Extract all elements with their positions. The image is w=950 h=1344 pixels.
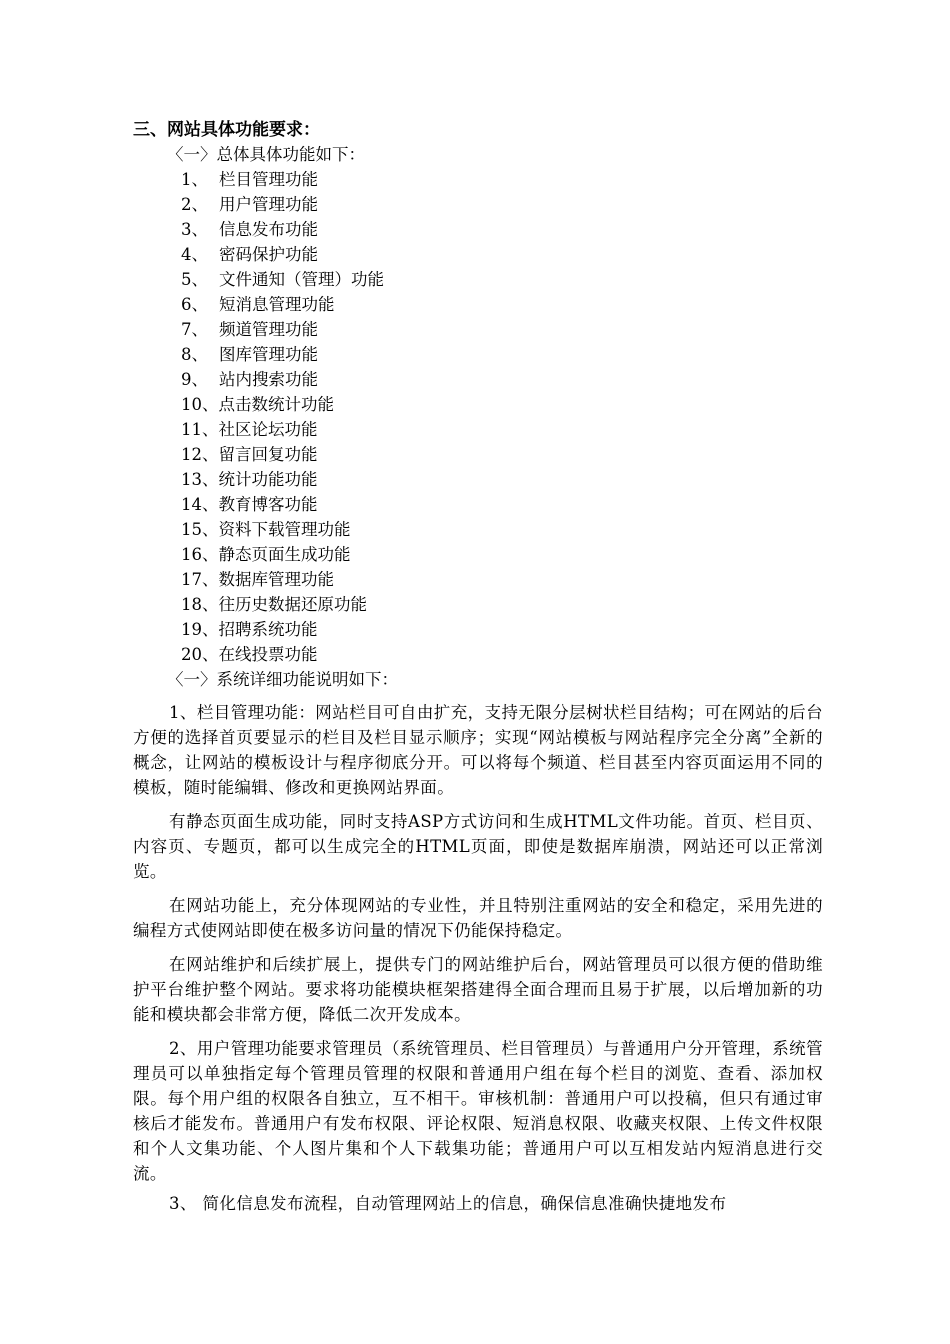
details-heading: 〈一〉系统详细功能说明如下： [167,670,398,689]
list-item-number: 16、 [181,545,219,564]
overview-list-item [133,267,823,292]
overview-list-item [133,442,823,467]
list-item-label: 文件通知（管理）功能 [219,270,384,289]
list-item-label: 密码保护功能 [219,245,318,264]
detail-paragraph-6: 3、 简化信息发布流程，自动管理网站上的信息，确保信息准确快捷地发布 [169,1194,727,1213]
list-item-number: 14、 [181,495,219,514]
list-item-number: 8、 [181,345,208,364]
list-item-label: 信息发布功能 [219,220,318,239]
list-item-label: 社区论坛功能 [218,420,318,439]
overview-list-item [133,517,823,542]
overview-list-item [133,242,823,267]
list-item-number: 10、 [181,395,219,414]
list-item-label: 留言回复功能 [218,445,318,464]
overview-list-item [133,217,823,242]
list-item-number: 19、 [181,620,219,639]
list-item-label: 栏目管理功能 [219,170,318,189]
document-content [133,118,823,1216]
section-title: 三、网站具体功能要求： [133,120,320,140]
list-item-number: 5、 [181,270,208,289]
overview-list-item [133,642,823,667]
list-item-number: 13、 [181,470,219,489]
overview-list-item [133,567,823,592]
overview-list-item [133,417,823,442]
list-item-label: 用户管理功能 [219,195,318,214]
detail-paragraph-4: 在网站维护和后续扩展上，提供专门的网站维护后台，网站管理员可以很方便的借助维护平台维护整个网站。要求将功能模块框架搭建得全面合理而且易于扩展，以后增加新的功能和模块都会非常方便，降低二次开发成本。 [133,955,823,1024]
list-item-label: 图库管理功能 [219,345,318,364]
list-item-label: 站内搜索功能 [219,370,318,389]
detail-paragraph-3: 在网站功能上，充分体现网站的专业性，并且特别注重网站的安全和稳定，采用先进的编程方式使网站即使在极多访问量的情况下仍能保持稳定。 [133,896,823,940]
overview-list-item [133,492,823,517]
overview-list-item [133,317,823,342]
list-item-label: 点击数统计功能 [218,395,334,414]
list-item-number: 2、 [181,195,208,214]
overview-list-item [133,392,823,417]
overview-list-item [133,292,823,317]
list-item-number: 20、 [181,645,219,664]
list-item-label: 短消息管理功能 [219,295,335,314]
list-item-number: 6、 [181,295,208,314]
overview-list-item [133,167,823,192]
list-item-number: 4、 [181,245,208,264]
overview-list [133,167,823,667]
list-item-number: 9、 [181,370,208,389]
overview-list-item [133,467,823,492]
list-item-label: 频道管理功能 [219,320,318,339]
list-item-number: 11、 [181,420,219,439]
list-item-label: 往历史数据还原功能 [218,595,367,614]
list-item-number: 1、 [181,170,208,189]
list-item-number: 7、 [181,320,208,339]
list-item-number: 3、 [181,220,208,239]
detail-paragraph-5: 2、用户管理功能要求管理员（系统管理员、栏目管理员）与普通用户分开管理，系统管理员可以单独指定每个管理员管理的权限和普通用户组在每个栏目的浏览、查看、添加权限。每个用户组的权限各自独立，互不相干。审核机制：普通用户可以投稿，但只有通过审核后才能发布。普通用户有发布权限、评论权限、短消息权限、收藏夹权限、上传文件权限和个人文集功能、个人图片集和个人下载集功能；普通用户可以互相发站内短消息进行交流。 [133,1039,823,1183]
detail-paragraph-2: 有静态页面生成功能，同时支持ASP方式访问和生成HTML文件功能。首页、栏目页、内容页、专题页，都可以生成完全的HTML页面，即使是数据库崩溃，网站还可以正常浏览。 [133,812,823,881]
overview-list-item [133,617,823,642]
list-item-number: 12、 [181,445,219,464]
overview-list-item [133,542,823,567]
list-item-label: 统计功能功能 [218,470,318,489]
list-item-number: 15、 [181,520,219,539]
overview-list-item [133,592,823,617]
list-item-label: 静态页面生成功能 [218,545,351,564]
list-item-label: 数据库管理功能 [218,570,334,589]
list-item-label: 资料下载管理功能 [218,520,351,539]
overview-heading: 〈一〉总体具体功能如下： [167,145,365,164]
list-item-number: 17、 [181,570,219,589]
list-item-label: 教育博客功能 [218,495,318,514]
list-item-number: 18、 [181,595,219,614]
detail-paragraph-1: 1、栏目管理功能：网站栏目可自由扩充，支持无限分层树状栏目结构；可在网站的后台方便的选择首页要显示的栏目及栏目显示顺序；实现“网站模板与网站程序完全分离”全新的概念，让网站的模板设计与程序彻底分开。可以将每个频道、栏目甚至内容页面运用不同的模板，随时能编辑、修改和更换网站界面。 [133,703,823,797]
list-item-label: 招聘系统功能 [218,620,318,639]
overview-list-item [133,342,823,367]
list-item-label: 在线投票功能 [218,645,318,664]
overview-list-item [133,367,823,392]
overview-list-item [133,192,823,217]
